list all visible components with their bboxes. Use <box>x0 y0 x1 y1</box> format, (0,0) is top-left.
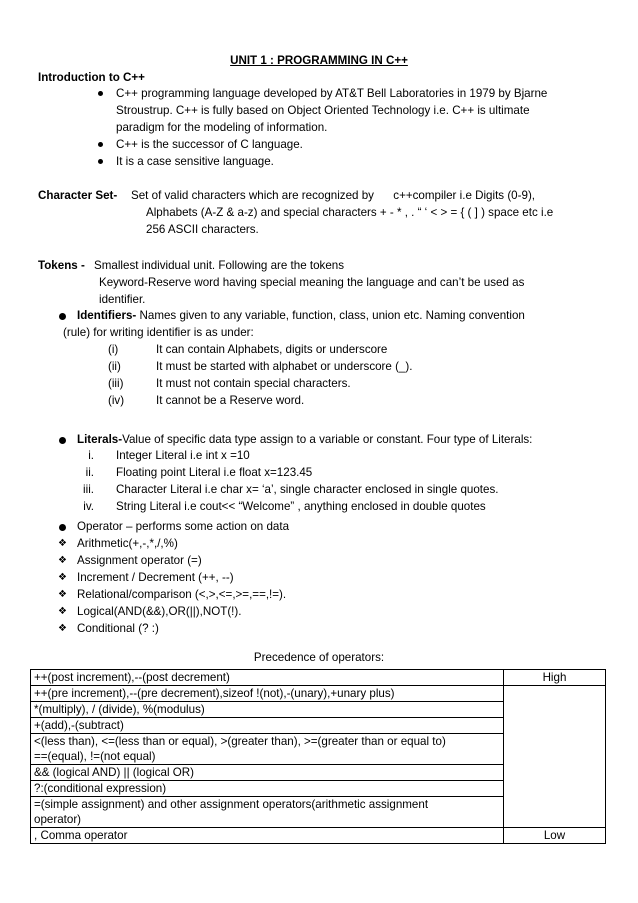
intro-bullet-1-line-3: paradigm for the modeling of information. <box>116 121 328 134</box>
literal-num: iv. <box>83 500 94 513</box>
bullet-dot <box>98 142 103 147</box>
bullet-dot <box>98 159 103 164</box>
keyword-line-2: identifier. <box>99 293 146 306</box>
diamond-bullet-icon: ❖ <box>58 572 67 583</box>
operator-type: Arithmetic(+,-,*,/,%) <box>77 537 178 550</box>
precedence-table <box>30 669 606 844</box>
diamond-bullet-icon: ❖ <box>58 623 67 634</box>
rule-text: It cannot be a Reserve word. <box>156 394 305 407</box>
intro-heading: Introduction to C++ <box>38 71 145 84</box>
bullet-dot <box>59 313 66 320</box>
charset-heading: Character Set- <box>38 189 118 202</box>
operator-line: Operator – performs some action on data <box>77 520 290 533</box>
table-cell: ++(post increment),--(post decrement) <box>31 670 504 686</box>
rule-num: (i) <box>108 343 119 356</box>
intro-bullet-3: It is a case sensitive language. <box>116 155 274 168</box>
cell-line: <(less than), <=(less than or equal), >(greater than), >=(greater than or equal to) <box>34 735 446 748</box>
diamond-bullet-icon: ❖ <box>58 606 67 617</box>
diamond-bullet-icon: ❖ <box>58 555 67 566</box>
identifiers-line-2: (rule) for writing identifier is as under: <box>63 326 254 339</box>
literals-text: Value of specific data type assign to a variable or constant. Four type of Literals: <box>122 433 533 446</box>
keyword-line-1: Keyword-Reserve word having special meaning the language and can’t be used as <box>99 276 525 289</box>
intro-bullet-1-line-2: Stroustrup. C++ is fully based on Object Oriented Technology i.e. C++ is ultimate <box>116 104 530 117</box>
cell-line: operator) <box>34 813 82 826</box>
intro-bullet-1-line-1: C++ programming language developed by AT&T Bell Laboratories in 1979 by Bjarne <box>116 87 548 100</box>
literal-text: Floating point Literal i.e float x=123.45 <box>116 466 313 479</box>
bullet-dot <box>59 524 66 531</box>
table-cell: ?:(conditional expression) <box>31 781 504 797</box>
table-cell: *(multiply), / (divide), %(modulus) <box>31 702 504 718</box>
operator-type: Conditional (? :) <box>77 622 159 635</box>
identifiers-label: Identifiers- <box>77 309 137 322</box>
low-label: Low <box>504 828 606 844</box>
literal-text: Character Literal i.e char x= ‘a’, single character enclosed in single quotes. <box>116 483 499 496</box>
literal-num: i. <box>88 449 94 462</box>
literals-line <box>77 431 532 448</box>
rule-num: (iv) <box>108 394 125 407</box>
literal-num: iii. <box>83 483 94 496</box>
rule-num: (iii) <box>108 377 124 390</box>
identifiers-text: Names given to any variable, function, class, union etc. Naming convention <box>139 309 525 322</box>
cell-line: =(simple assignment) and other assignment operators(arithmetic assignment <box>34 798 429 811</box>
table-row <box>31 828 606 844</box>
table-cell: && (logical AND) || (logical OR) <box>31 765 504 781</box>
intro-bullet-2: C++ is the successor of C language. <box>116 138 303 151</box>
bullet-dot <box>59 437 66 444</box>
rule-text: It can contain Alphabets, digits or underscore <box>156 343 388 356</box>
charset-line-3: 256 ASCII characters. <box>146 223 259 236</box>
precedence-caption: Precedence of operators: <box>253 651 385 664</box>
high-label: High <box>504 670 606 686</box>
diamond-bullet-icon: ❖ <box>58 538 67 549</box>
cell-line: ==(equal), !=(not equal) <box>34 750 156 763</box>
rule-num: (ii) <box>108 360 121 373</box>
literal-text: String Literal i.e cout<< “Welcome” , anything enclosed in double quotes <box>116 500 486 513</box>
table-row <box>31 686 606 702</box>
table-row <box>31 670 606 686</box>
charset-line-2: Alphabets (A-Z & a-z) and special characters + - * , . “ ‘ < > = { ( ] ) space etc i.e <box>146 206 554 219</box>
literal-text: Integer Literal i.e int x =10 <box>116 449 250 462</box>
tokens-heading: Tokens - <box>38 259 85 272</box>
operator-type: Logical(AND(&&),OR(||),NOT(!). <box>77 605 242 618</box>
operator-type: Relational/comparison (<,>,<=,>=,==,!=). <box>77 588 287 601</box>
table-cell: +(add),-(subtract) <box>31 718 504 734</box>
charset-line-1: Set of valid characters which are recognized by c++compiler i.e Digits (0-9), <box>131 189 536 202</box>
rule-text: It must not contain special characters. <box>156 377 351 390</box>
diamond-bullet-icon: ❖ <box>58 589 67 600</box>
identifiers-line-1 <box>77 307 525 324</box>
page-title: UNIT 1 : PROGRAMMING IN C++ <box>230 54 408 67</box>
literal-num: ii. <box>85 466 94 479</box>
table-cell <box>31 797 504 828</box>
bullet-dot <box>98 91 103 96</box>
table-cell <box>31 734 504 765</box>
rule-text: It must be started with alphabet or underscore (_). <box>156 360 413 373</box>
tokens-intro: Smallest individual unit. Following are the tokens <box>94 259 345 272</box>
operator-type: Assignment operator (=) <box>77 554 202 567</box>
operator-type: Increment / Decrement (++, --) <box>77 571 234 584</box>
table-cell: , Comma operator <box>31 828 504 844</box>
table-cell: ++(pre increment),--(pre decrement),sizeof !(not),-(unary),+unary plus) <box>31 686 504 702</box>
literals-label: Literals- <box>77 433 123 446</box>
table-cell-empty <box>504 686 606 828</box>
